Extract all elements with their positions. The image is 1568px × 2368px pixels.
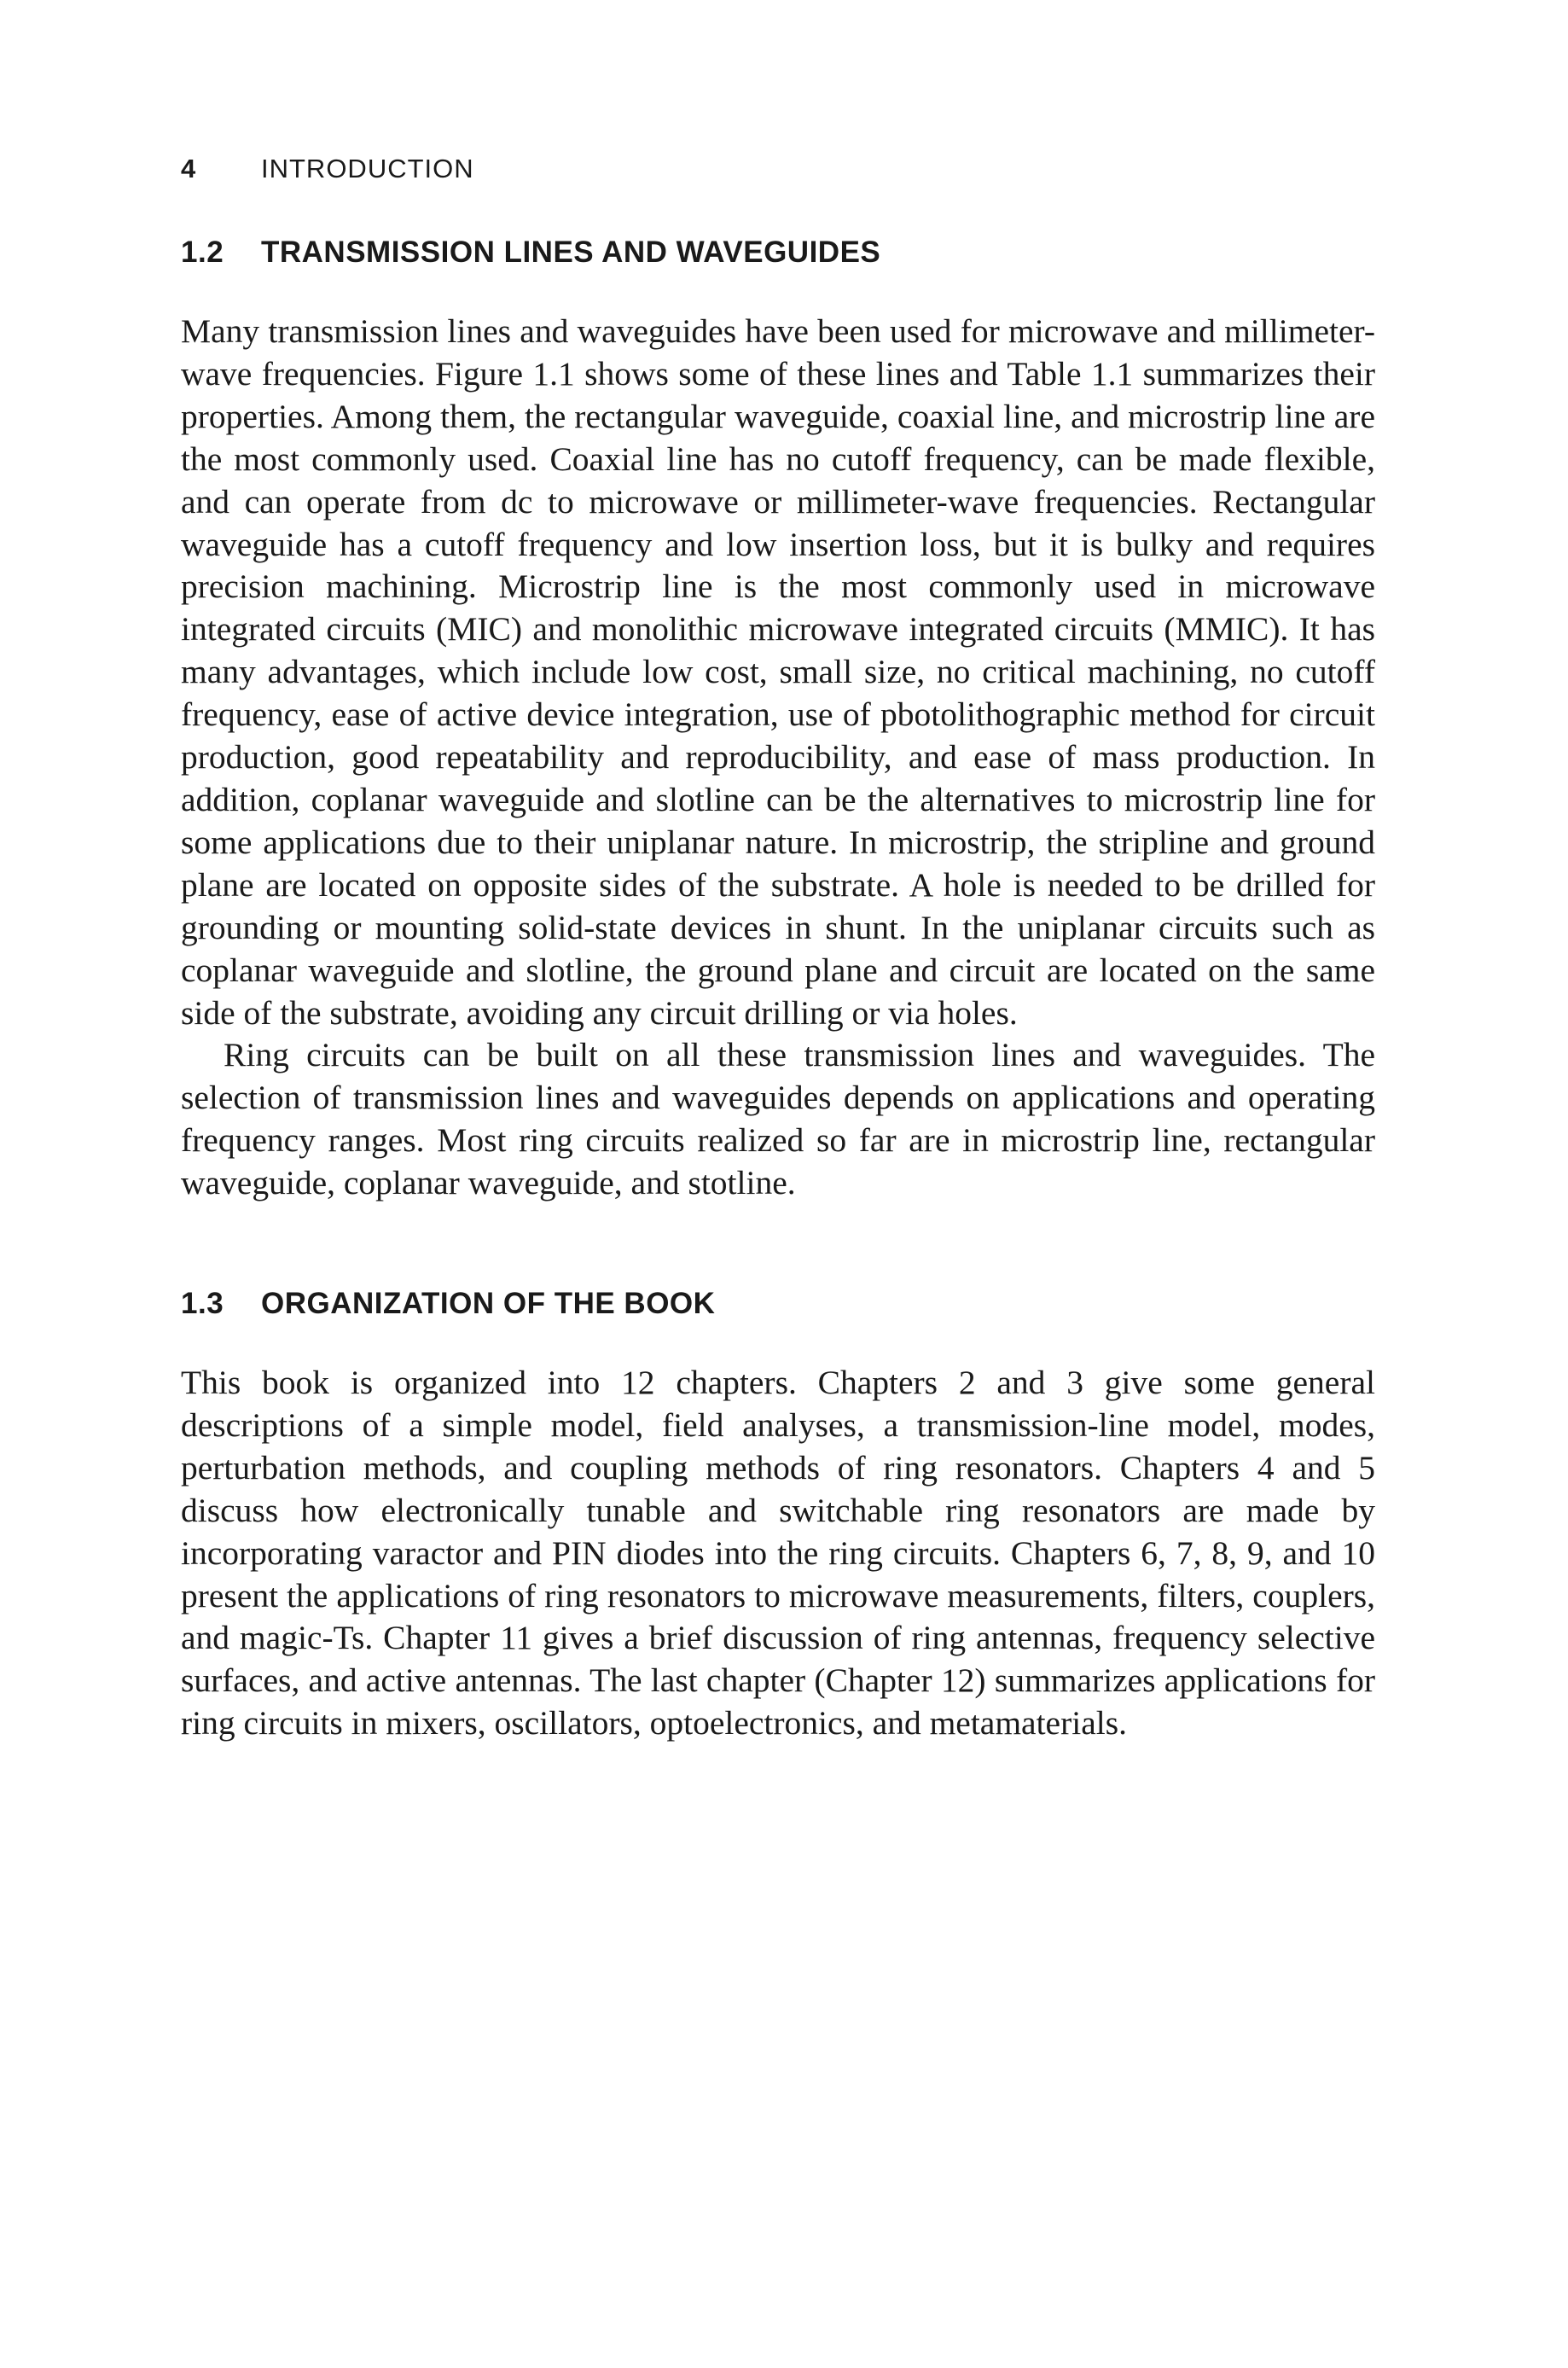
- page-number: 4: [181, 154, 196, 183]
- running-head: [181, 154, 1375, 195]
- book-page: [181, 154, 1375, 1745]
- section-number: 1.3: [181, 1287, 224, 1321]
- section-title: TRANSMISSION LINES AND WAVEGUIDES: [261, 236, 881, 269]
- paragraph-ring-circuits: Ring circuits can be built on all these transmission lines and waveguides. The selection of transmission lines and waveguides depends on applications and operating frequency ranges. Most ring circuits realized so far are in microstrip line, rectangular waveguide, coplanar waveguide, and stotline.: [181, 1036, 1375, 1202]
- section-number: 1.2: [181, 236, 224, 269]
- paragraph-transmission-lines: Many transmission lines and waveguides have been used for microwave and millimeter-wave frequencies. Figure 1.1 shows some of these lines and Table 1.1 summarizes their properties. Among them, the rectangular waveguide, coaxial line, and microstrip line are the most commonly used. Coaxial line has no cutoff frequency, can be made flexible, and can operate from dc to microwave or millimeter-wave frequencies. Rectangular waveguide has a cutoff frequency and low insertion loss, but it is bulky and requires precision machining. Microstrip line is the most commonly used in microwave integrated circuits (MIC) and monolithic microwave integrated circuits (MMIC). It has many advantages, which include low cost, small size, no critical machining, no cutoff frequency, ease of active device integration, use of pbotolithographic method for circuit production, good repeatability and reproducibility, and ease of mass production. In addition, coplanar waveguide and slotline can be the alternatives to microstrip line for some applications due to their uniplanar nature. In microstrip, the stripline and ground plane are located on opposite sides of the substrate. A hole is needed to be drilled for grounding or mounting solid-state devices in shunt. In the uniplanar circuits such as coplanar waveguide and slotline, the ground plane and circuit are located on the same side of the substrate, avoiding any circuit drilling or via holes.: [181, 312, 1375, 1032]
- running-head-chapter: INTRODUCTION: [261, 154, 474, 183]
- paragraph-book-organization: This book is organized into 12 chapters. Chapters 2 and 3 give some general descriptions of a simple model, field analyses, a transmission-line model, modes, perturbation methods, and coupling methods of ring resonators. Chapters 4 and 5 discuss how electronically tunable and switchable ring resonators are made by incorporating varactor and PIN diodes into the ring circuits. Chapters 6, 7, 8, 9, and 10 present the applications of ring resonators to microwave measurements, filters, couplers, and magic-Ts. Chapter 11 gives a brief discussion of ring antennas, frequency selective surfaces, and active antennas. The last chapter (Chapter 12) summarizes applications for ring circuits in mixers, oscillators, optoelectronics, and metamaterials.: [181, 1364, 1375, 1743]
- section-heading-1-3: [181, 1287, 1375, 1321]
- section-heading-1-2: [181, 236, 1375, 270]
- section-title: ORGANIZATION OF THE BOOK: [261, 1287, 716, 1321]
